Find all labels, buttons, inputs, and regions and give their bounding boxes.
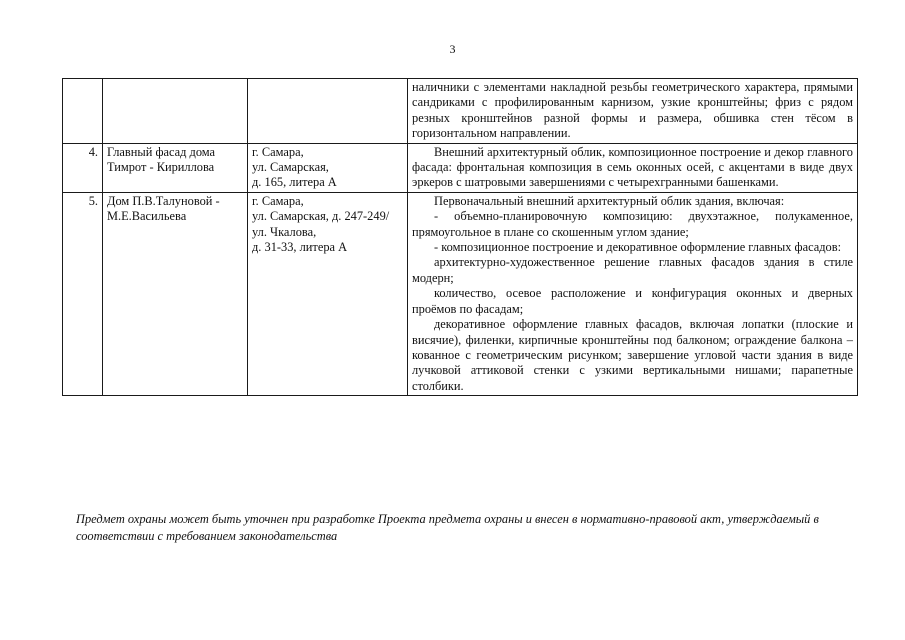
row-number: 4. [63, 143, 103, 192]
object-name: Главный фасад дома Тимрот - Кириллова [103, 143, 248, 192]
object-address [248, 79, 408, 144]
description-paragraph: Внешний архитектурный облик, композиционное построение и декор главного фасада: фронтальная композиция в семь оконных осей, с акцентами в виде двух эркеров с шатровыми завершениями с четырехгранными башенками. [412, 144, 853, 190]
description-paragraph: количество, осевое расположение и конфигурация оконных и дверных проёмов по фасадам; [412, 286, 853, 316]
address-line: г. Самара, [252, 144, 304, 159]
description-paragraph: декоративное оформление главных фасадов, включая лопатки (плоские и висячие), филенки, кирпичные кронштейны под балконом; ограждение балкона – кованное с геометрическим рисунком; завершение угловой части здания в виде лучковой аттиковой стенки с узкими вертикальными нишами; парапетные столбики. [412, 317, 853, 393]
description-paragraph: наличники с элементами накладной резьбы геометрического характера, прямыми сандриками с профилированным карнизом, узкие кронштейны; фриз с рядом резных кронштейнов разной формы и размера, обшивка стен тёсом в горизонтальном направлении. [412, 80, 853, 141]
address-line: д. 31-33, литера А [252, 240, 348, 255]
object-address [248, 192, 408, 395]
row-number: 5. [63, 192, 103, 395]
protection-subject [408, 143, 858, 192]
protection-subject [408, 79, 858, 144]
page-number: 3 [449, 42, 456, 56]
protection-subject [408, 192, 858, 395]
heritage-objects-table [62, 78, 858, 396]
object-name: Дом П.В.Талуновой - М.Е.Васильева [103, 192, 248, 395]
object-address [248, 143, 408, 192]
description-paragraph: архитектурно-художественное решение главных фасадов здания в стиле модерн; [412, 255, 853, 285]
table-row [63, 79, 858, 144]
description-paragraph: - объемно-планировочную композицию: двухэтажное, полукаменное, прямоугольное в плане со скошенным углом здание; [412, 209, 853, 239]
address-line: ул. Самарская, д. 247-249/ул. Чкалова, [252, 209, 390, 239]
description-paragraph: Первоначальный внешний архитектурный облик здания, включая: [434, 193, 785, 208]
address-line: д. 165, литера А [252, 175, 337, 190]
description-paragraph: - композиционное построение и декоративное оформление главных фасадов: [434, 240, 842, 255]
table-row [63, 192, 858, 395]
row-number [63, 79, 103, 144]
footnote: Предмет охраны может быть уточнен при разработке Проекта предмета охраны и внесен в нормативно-правовой акт, утверждаемый в соответствии с требованием законодательства [76, 512, 819, 543]
object-name [103, 79, 248, 144]
address-line: ул. Самарская, [252, 160, 329, 175]
table-row [63, 143, 858, 192]
address-line: г. Самара, [252, 193, 304, 208]
